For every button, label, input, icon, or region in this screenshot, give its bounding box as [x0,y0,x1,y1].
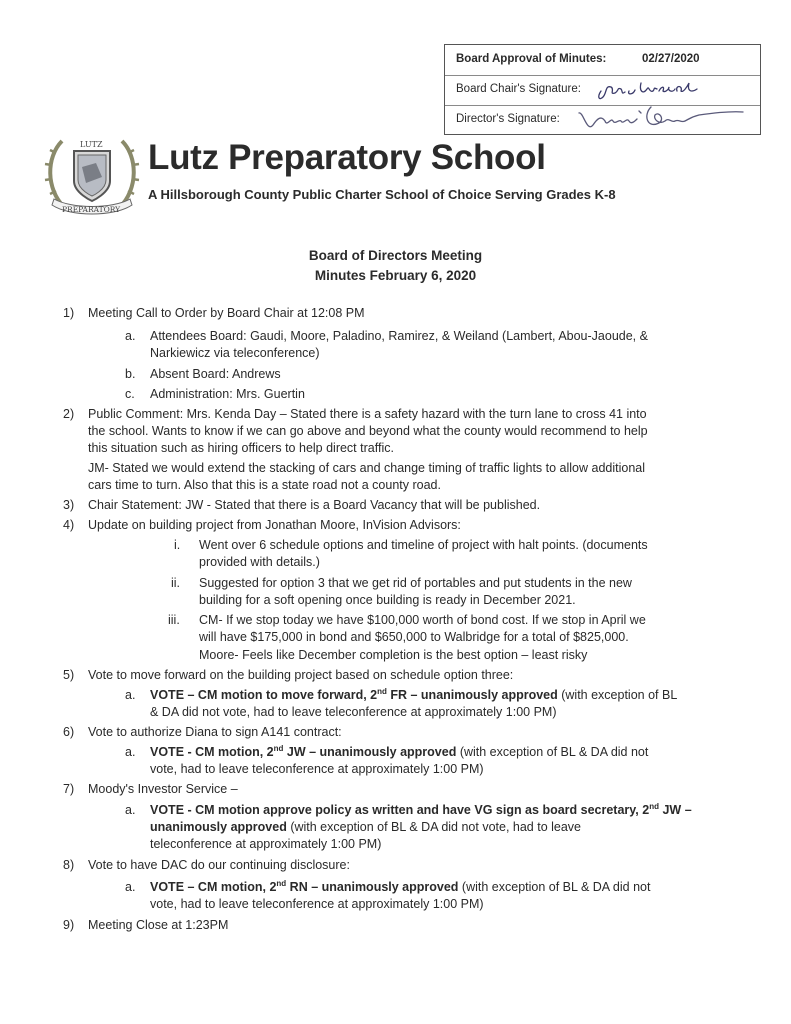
subitem-label: a. [125,880,136,894]
logo-top-text: LUTZ [80,140,103,149]
item-text: Update on building project from Jonathan Moore, InVision Advisors: [88,518,461,532]
item-text: Meeting Close at 1:23PM [88,918,229,932]
subitem-text: CM- If we stop today we have $100,000 worth of bond cost. If we stop in April we [199,613,646,627]
vote-bold: VOTE – CM motion, 2 [150,880,277,894]
meeting-title: Board of Directors Meeting [308,248,483,263]
chair-signature-row [445,75,760,106]
subitem-text: Moore- Feels like December completion is the best option – least risky [199,648,588,662]
vote-line [150,819,581,835]
vote-rest: (with exception of BL & DA did not vote, had to leave [286,820,582,834]
vote-line [150,744,648,760]
subitem-text: Administration: Mrs. Guertin [150,387,305,401]
item-number: 8) [63,858,75,872]
approval-box [444,44,761,135]
subitem-text: vote, had to leave teleconference at approximately 1:00 PM) [150,762,484,776]
subitem-label: i. [174,538,181,552]
item-text: this situation such as hiring officers to help direct traffic. [88,441,394,455]
school-crest-logo [40,133,144,219]
vote-bold: FR – unanimously approved [386,688,558,702]
item-text: Moody's Investor Service – [88,782,238,796]
vote-bold: RN – unanimously approved [286,880,459,894]
item-number: 3) [63,498,75,512]
subitem-label: a. [125,745,136,759]
vote-bold: unanimously approved [150,820,287,834]
item-number: 2) [63,407,75,421]
subitem-label: a. [125,688,136,702]
vote-line [150,687,677,703]
board-approval-date: 02/27/2020 [642,53,700,65]
subitem-text: building for a soft opening once building is ready in December 2021. [199,593,576,607]
vote-rest: (with exception of BL [557,688,678,702]
subitem-text: & DA did not vote, had to leave teleconference at approximately 1:00 PM) [150,705,557,719]
meeting-date: Minutes February 6, 2020 [314,268,477,283]
subitem-text: provided with details.) [199,555,320,569]
item-number: 4) [63,518,75,532]
item-text: cars time to turn. Also that this is a state road not a county road. [88,478,441,492]
item-text: Public Comment: Mrs. Kenda Day – Stated there is a safety hazard with the turn lane to cross 41 into [88,407,647,421]
item-text: Chair Statement: JW - Stated that there is a Board Vacancy that will be published. [88,498,541,512]
subitem-text: vote, had to leave teleconference at approximately 1:00 PM) [150,897,484,911]
vote-line [150,802,692,818]
item-text: the school. Wants to know if we can go above and beyond what the county would recommend to help [88,424,648,438]
logo-bottom-text: PREPARATORY [62,205,121,214]
vote-rest: (with exception of BL & DA did not [458,880,651,894]
vote-bold: VOTE - CM motion approve policy as written and have VG sign as board secretary, 2 [150,803,650,817]
item-number: 7) [63,782,75,796]
vote-rest: (with exception of BL & DA did not [456,745,649,759]
vote-bold: VOTE - CM motion, 2 [150,745,274,759]
subitem-text: Absent Board: Andrews [150,367,281,381]
subitem-label: a. [125,329,136,343]
subitem-text: Suggested for option 3 that we get rid of portables and put students in the new [199,576,632,590]
item-number: 1) [63,306,75,320]
subitem-label: ii. [171,576,181,590]
item-number: 6) [63,725,75,739]
director-signature-row [445,105,760,135]
item-text: Meeting Call to Order by Board Chair at 12:08 PM [88,306,365,320]
ordinal-sup: nd [377,686,387,696]
subitem-label: b. [125,367,136,381]
chair-signature-label: Board Chair's Signature: [456,83,581,95]
item-text: JM- Stated we would extend the stacking of cars and change timing of traffic lights to allow additional [88,461,646,475]
vote-bold: JW – unanimously approved [283,745,457,759]
subitem-text: teleconference at approximately 1:00 PM) [150,837,382,851]
vote-bold: JW – [659,803,692,817]
vote-bold: VOTE – CM motion to move forward, 2 [150,688,378,702]
item-number: 5) [63,668,75,682]
director-signature [573,103,753,135]
chair-signature [593,77,713,103]
item-text: Vote to authorize Diana to sign A141 contract: [88,725,342,739]
ordinal-sup: nd [649,801,659,811]
subitem-text: will have $175,000 in bond and $650,000 to Walbridge for a total of $825,000. [199,630,629,644]
subitem-text: Went over 6 schedule options and timeline of project with halt points. (documents [199,538,648,552]
subitem-label: a. [125,803,136,817]
ordinal-sup: nd [276,878,287,888]
item-text: Vote to move forward on the building project based on schedule option three: [88,668,514,682]
subitem-label: c. [125,387,135,401]
approval-row [445,45,760,76]
school-subtitle: A Hillsborough County Public Charter School of Choice Serving Grades K-8 [148,187,616,202]
subitem-label: iii. [168,613,180,627]
subitem-text: Attendees Board: Gaudi, Moore, Paladino, Ramirez, & Weiland (Lambert, Abou-Jaoude, & [150,329,648,343]
subitem-text: Narkiewicz via teleconference) [150,346,320,360]
vote-line [150,879,650,895]
item-text: Vote to have DAC do our continuing disclosure: [88,858,350,872]
ordinal-sup: nd [273,743,284,753]
board-approval-label: Board Approval of Minutes: [456,53,607,65]
item-number: 9) [63,918,75,932]
school-name: Lutz Preparatory School [148,138,546,177]
director-signature-label: Director's Signature: [456,113,560,125]
